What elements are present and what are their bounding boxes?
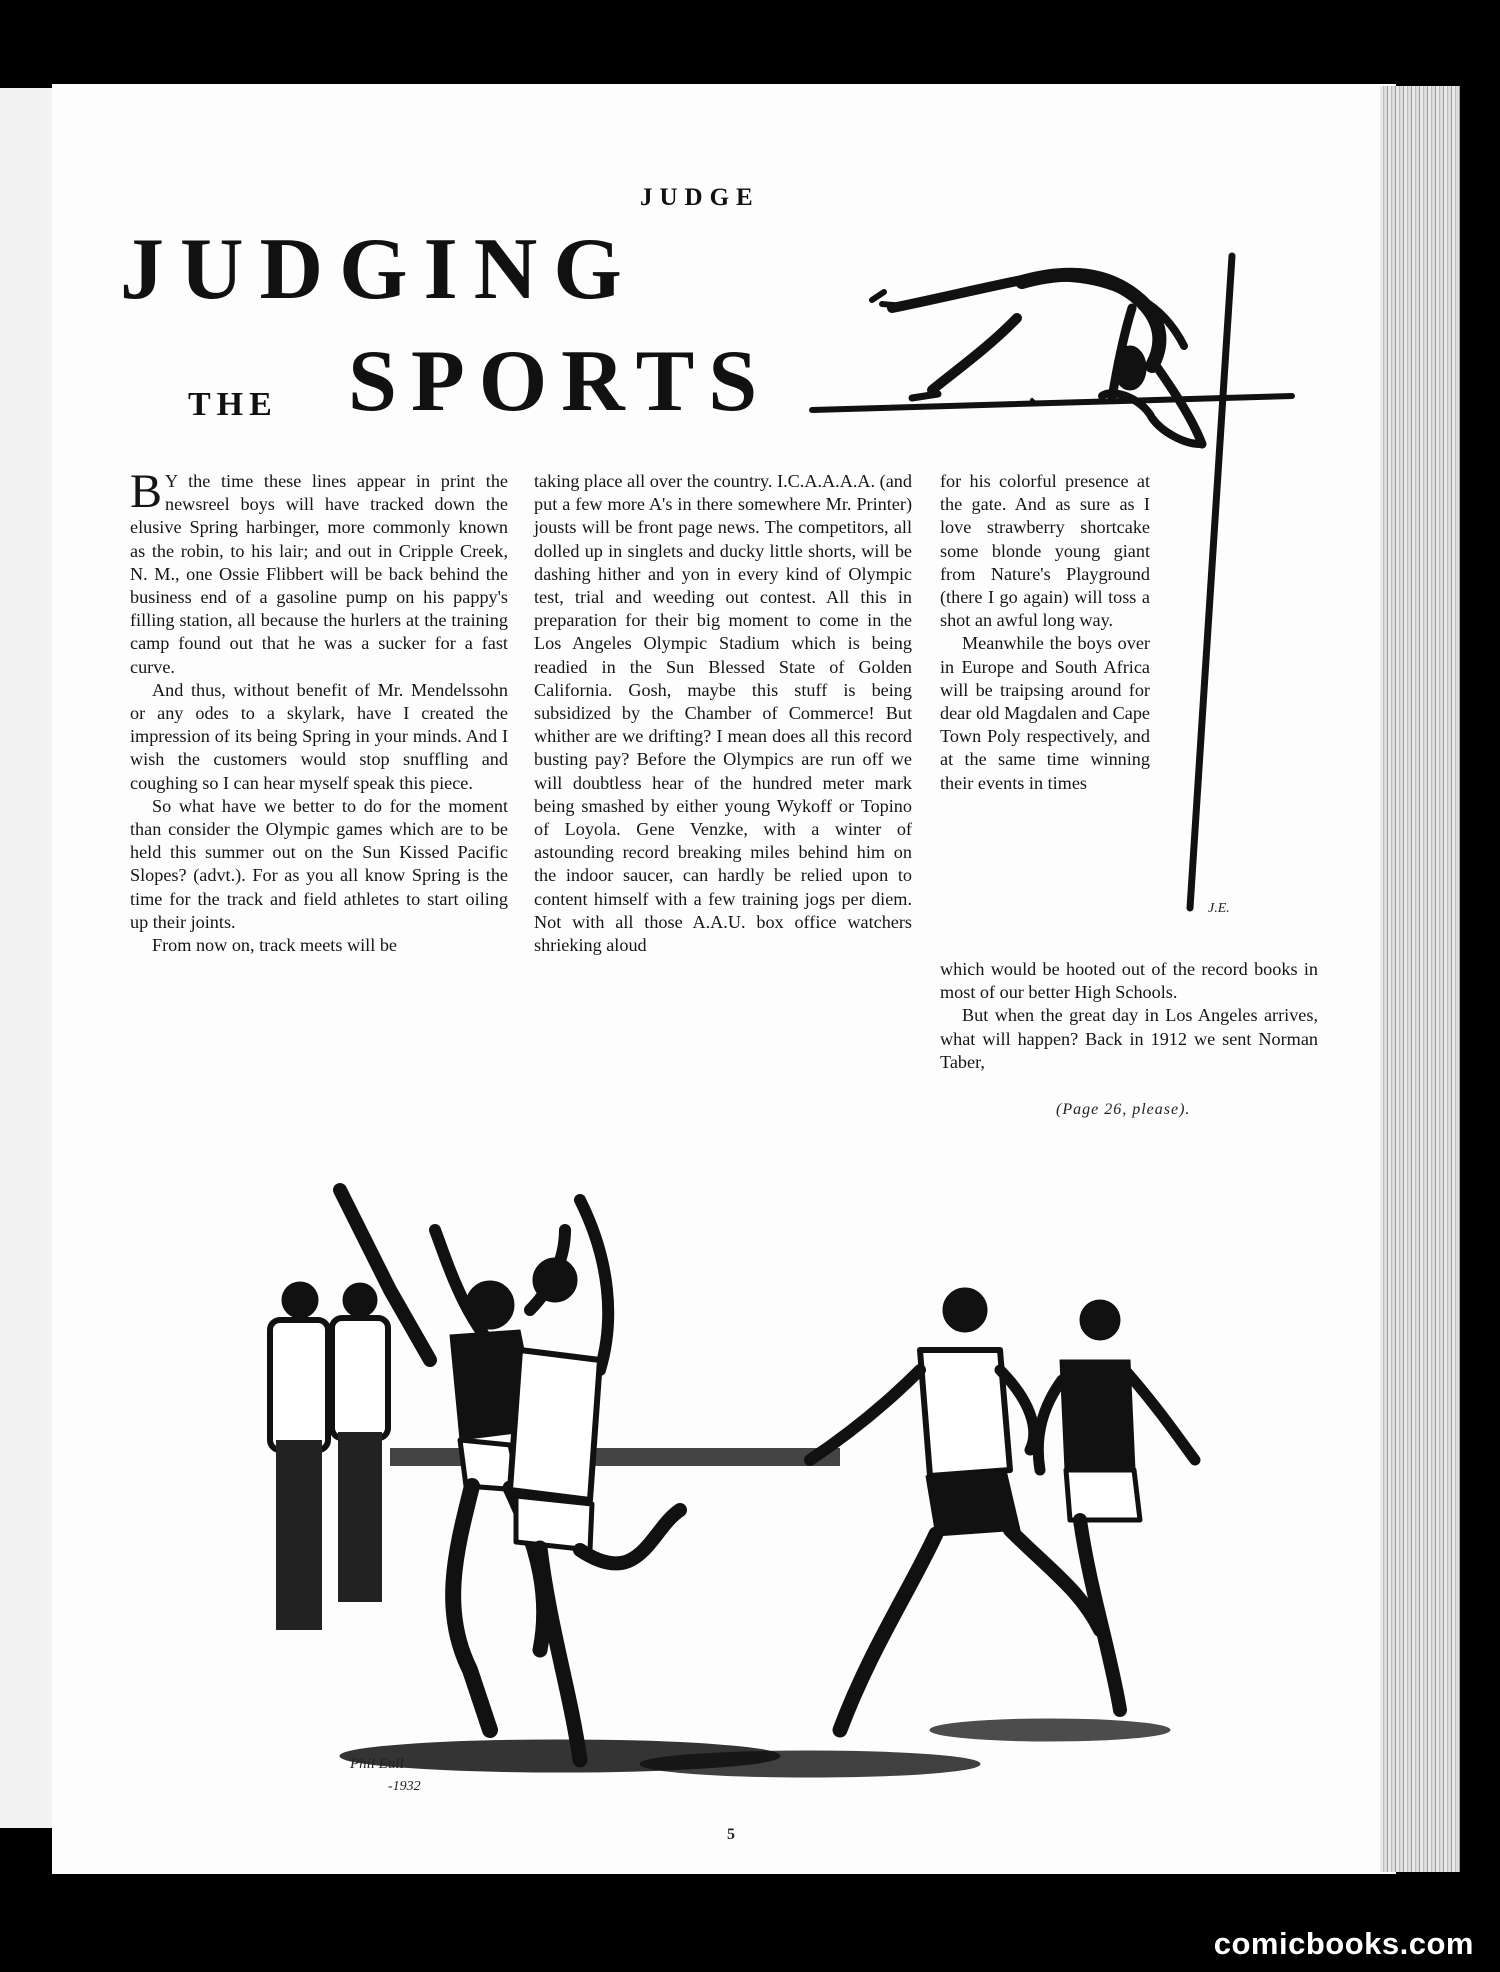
- race-finish-illustration: [220, 1170, 1230, 1820]
- title-sports: SPORTS: [348, 333, 772, 430]
- page-number: 5: [727, 1826, 735, 1843]
- paragraph: which would be hooted out of the record books in most of our better High Schools.: [940, 959, 1318, 1003]
- race-signature-year: -1932: [388, 1779, 421, 1794]
- article-column-1: [130, 465, 508, 957]
- watermark: comicbooks.com: [1213, 1926, 1474, 1961]
- article-column-3-narrow: [940, 470, 1150, 795]
- article-column-3-wide: [940, 958, 1318, 1074]
- continued-note: (Page 26, please).: [1056, 1101, 1191, 1118]
- drop-cap: B: [130, 465, 163, 518]
- paragraph: Meanwhile the boys over in Europe and South Africa will be traipsing around for dear old Magdalen and Cape Town Poly respectively, and at the same time winning their events in times: [940, 633, 1150, 793]
- paragraph: taking place all over the country. I.C.A.A.A.A. (and put a few more A's in there somewhere Mr. Printer) jousts will be front page news. The competitors, all dolled up in singlets and ducky little shorts, will be dashing hither and yon in every kind of Olympic test, trial and weeding out contest. All this in preparation for their big moment to come in the Los Angeles Olympic Stadium which is being readied in the Sun Blessed State of Golden California. Gosh, maybe this stuff is being subsidized by the Chamber of Commerce! But whither are we drifting? I mean does all this record busting pay? Before the Olympics are run off we will doubtless hear of the hundred meter mark being smashed by either young Wykoff or Topino of Loyola. Gene Venzke, with a winter of astounding record breaking miles behind him on the indoor saucer, can hardly be relied upon to content himself with a few training jogs per diem. Not with all those A.A.U. box office watchers shrieking aloud: [534, 471, 912, 956]
- paragraph: So what have we better to do for the moment than consider the Olympic games which are to be held this summer out on the Sun Kissed Pacific Slopes? (advt.). For as you all know Spring is the time for the track and field athletes to start oiling up their joints.: [130, 795, 508, 932]
- masthead: JUDGE: [640, 184, 760, 211]
- paragraph: But when the great day in Los Angeles arrives, what will happen? Back in 1912 we sent Norman Taber,: [940, 1005, 1318, 1072]
- pole-vault-signature: J.E.: [1208, 901, 1230, 916]
- title-judging: JUDGING: [120, 221, 638, 318]
- paragraph: And thus, without benefit of Mr. Mendelssohn or any odes to a skylark, have I created the impression of its being Spring in your minds. And I wish the customers would stop snuffling and coughing so I can hear myself speak this piece.: [130, 679, 508, 793]
- paragraph: Y the time these lines appear in print the newsreel boys will have tracked down the elusive Spring harbinger, more commonly known as the robin, to his lair; and out in Cripple Creek, N. M., one Ossie Flibbert will be back behind the business end of a gasoline pump on his pappy's filling station, all because the hurlers at the training camp found out that he was a sucker for a fast curve.: [130, 471, 508, 677]
- page-stack-edges: [1380, 86, 1460, 1872]
- article-column-2: [534, 470, 912, 957]
- paragraph: From now on, track meets will be: [152, 935, 397, 956]
- paragraph: for his colorful presence at the gate. And as sure as I love strawberry shortcake some blonde young giant from Nature's Playground (there I go again) will toss a shot an awful long way.: [940, 471, 1150, 631]
- title-the: THE: [188, 386, 278, 423]
- race-signature: Phil Eull: [350, 1756, 404, 1772]
